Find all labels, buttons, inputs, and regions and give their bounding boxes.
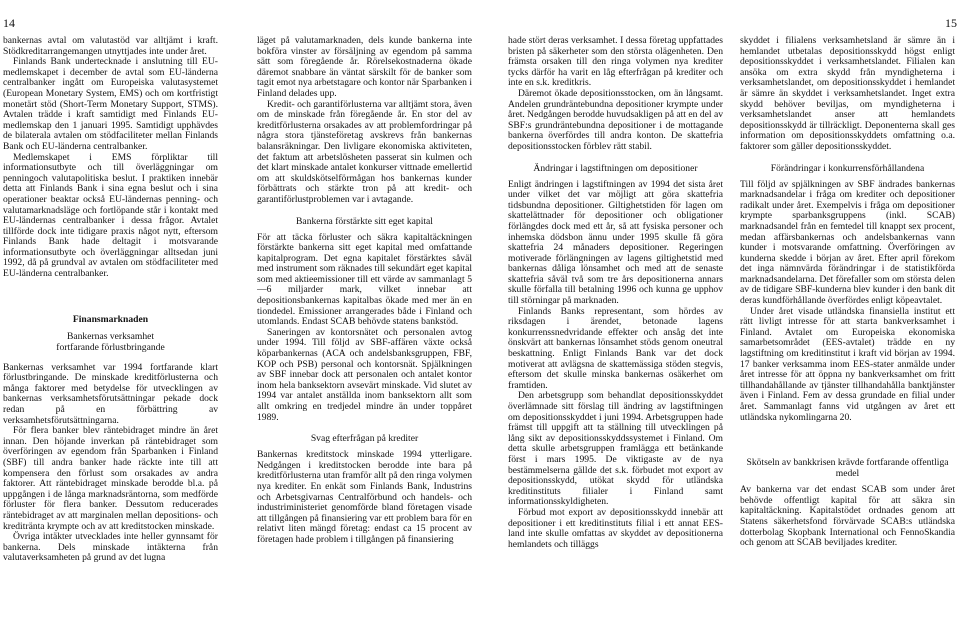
paragraph: Medlemskapet i EMS förpliktar till informationsutbyte och till överläggningar om penningoch valutapolitiska beslut. I praktiken innebär detta att Finlands Bank i sina egna beslut och i sina operationer beaktar också EU-ländernas penning- och valutamarknadsläge och fortlöpande står i kontakt med EU-ländernas centralbanker i dessa frågor. Avtalet tillförde dock inte tidigare praxis något nytt, eftersom Finlands Bank hade deltagit i motsvarande informationsutbyte och överläggningar alltsedan juni 1992, då på grundval av avtalen om stödfaciliteter med EU-länderna centralbanker. <box>3 151 218 280</box>
paragraph: Förbud mot export av depositionsskydd innebär att depositioner i ett kreditinstituts filial i ett annat EES-land inte skulle omfattas av skyddet av depositionerna hemlandets och tilläggs <box>508 506 723 550</box>
paragraph: läget på valutamarknaden, dels kunde bankerna inte bokföra vinster av försäljning av egendom på samma sätt som föregående år. Rörelsekostnaderna ökade däremot snabbare än väntat särskilt för de banker som tagit emot nya arbetstagare och kontor när Sparbanken i Finland delades upp. <box>257 36 472 99</box>
paragraph: För att täcka förluster och säkra kapitaltäckningen förstärkte bankerna sitt eget kapital med omfattande kapitalprogram. Det egna kapitalet förstärktes såväl med instrument som räknades till sekundärt eget kapital som med aktieemissioner till ett värde av sammanlagt 5—6 miljarder mark, vilket innebar att depositionsbankernas kapitalbas ökade med mer än en tiondedel. Emissioner arrangerades både i Finland och utomlands. Endast SCAB behövde statens bankstöd. <box>257 231 472 328</box>
paragraph: För flera banker blev räntebidraget mindre än året innan. Den höjande inverkan på räntebidraget som överföringen av egendom från Sparbanken i Finland (SBF) till andra banker hade räckte inte till att kompensera den förlust som orsakades av andra faktorer. Att räntebidraget minskade berodde bl.a. på uppgången i de långa marknadsräntorna, som medförde förluster för flera banker. Dessutom reducerades räntebidraget av att marginalen mellan depositions- och kreditränta krympte och av att kreditstocken minskade. <box>3 425 218 532</box>
paragraph: Finlands Banks representant, som hördes av riksdagen i ärendet, betonade lagens konkurrenssnedvridande effekter och ansåg det inte önskvärt att bankernas lönsamhet stöds genom oneutral beskattning. Enligt Finlands Bank var det dock motiverat att avlägsna de skattemässiga stöden stegvis, eftersom det skulle minska bankernas osäkerhet om framtiden. <box>508 305 723 391</box>
paragraph: Finlands Bank undertecknade i anslutning till EU-medlemskapet i december de avtal som EU-länderna centralbanker ingått om Europeiska valutasystemet (European Monetary System, EMS) och om kortfristigt monetärt stöd (Short-Term Monetary Support, STMS). Avtalen trädde i kraft samtidigt med Finlands EU-medlemskap den 1 januari 1995. Samtidigt upphävdes de bilaterala avtalen om stödfaciliteter mellan Finlands Bank och EU-länderna centralbanker. <box>3 56 218 152</box>
paragraph: Den arbetsgrupp som behandlat depositionsskyddet överlämnade sitt förslag till ändring av lagstiftningen om depositionsskyddet i juni 1994. Arbetsgruppen hade främst till uppgift att ta ställning till utvecklingen på lång sikt av depositionsskyddssystemet i Finland. Om detta skulle arbetsgruppen framlägga ett betänkande först i mars 1995. De viktigaste av de nya bestämmelserna gällde det s.k. förbudet mot export av depositionsskydd, utökat skydd för utländska kreditinstituts filialer i Finland samt informationsskyldigheten. <box>508 390 723 508</box>
paragraph: Kredit- och garantiförlusterna var alltjämt stora, även om de minskade från föregående år. En stor del av kreditförlusterna orsakades av att problemfordringar på några stora tjänsteföretag avskrevs från bankernas balansräkningar. Den livligare ekonomiska aktiviteten, det faktum att arbetslösheten passerat sin kulmen och det klart minskade antalet konkurser vittnade emellertid om att skuldskötselförmågan hos bankernas kunder förbättrats och stärkte tron på att kredit- och garantiförlustproblemen var i avtagande. <box>257 98 472 205</box>
section-heading: Ändringar i lagstiftningen om depositioner <box>533 162 698 174</box>
paragraph: hade stört deras verksamhet. I dessa företag uppfattades bristen på säkerheter som den största olägenheten. Den främsta orsaken till den ringa volymen nya krediter tycks därför ha varit en låg efterfrågan på krediter och inte en s.k. kreditkris. <box>508 36 723 89</box>
text-column-3 <box>508 36 723 620</box>
paragraph: skyddet i filialens verksamhetsland är sämre än i hemlandet utbetalas depositionsskydd högst enligt depositionsskyddet i verksamhetslandet. Filialen kan ansöka om extra skydd från myndigheterna i verksamhetslandet, om depositionsskyddet i hemlandet är sämre än skyddet i verksamhetslandet. Inget extra skydd behöver beviljas, om myndigheterna i verksamhetslandet anser att hemlandets depositionsskydd är tillräckligt. Deponenterna skall ges information om depositionsskyddets omfattning o.a. faktorer som gäller depositionsskyddet. <box>740 36 955 152</box>
paragraph: Enligt ändringen i lagstiftningen av 1994 det sista året under vilket det var möjligt att göra skattefria tidsbundna depositioner. Giltighetstiden för lagen om skattelättnader för depositioner och obligationer förlängdes dock med ett år, så att fysiska personer och inhemska dödsbon ännu under 1995 skulle få göra skattefria 24 månaders depositioner. Regeringen motiverade förlängningen av lagens giltighetstid med bankernas dåliga lönsamhet och med att de senaste skattefria såväl två som tre års depositionerna annars skulle förfalla till betalning 1996 och kunna ge upphov till störningar på marknaden. <box>508 178 723 307</box>
section-heading: Finansmarknaden <box>72 313 149 325</box>
paragraph: Till följd av spjälkningen av SBF ändrades bankernas marknadsandelar i fråga om krediter och depositioner radikalt under året. Exempelvis i fråga om depositioner krympte sparbanksgruppens (inkl. SCAB) marknadsandel från en femtedel till knappt sex procent, medan affärsbankernas och andelsbankernas vann kunder i motsvarande omfattning. Överföringen av kunderna skedde i början av året. Efter april förekom det inga nämnvärda förändringar i de statistikförda marknadsandelarna. Det förefaller som om största delen av de tidigare SBF-kunderna blev kunder i den bank dit deras kundförhållande överfördes enligt köpeavtalet. <box>740 178 955 307</box>
paragraph: Av bankerna var det endast SCAB som under året behövde offentligt kapital för att säkra sin kapitaltäckning. Kapitalstödet ordnades genom att Statens säkerhetsfond förvärvade SCAB:s utländska dotterbolag Skopbank International och FennoSkandia och genom att SCAB beviljades krediter. <box>740 484 955 549</box>
paragraph: Bankernas verksamhet var 1994 fortfarande klart förlustbringande. De minskade kreditförlusterna och många faktorer med betydelse för utvecklingen av bankernas verksamhetsförutsättningar pekade dock redan på en förbättring av verksamhetsförutsättningarna. <box>3 361 218 426</box>
paragraph: bankernas avtal om valutastöd var alltjämt i kraft. Stödkreditarrangemangen utnyttjades inte under året. <box>3 36 218 57</box>
subsection-heading-line: Bankernas verksamhet <box>66 330 155 342</box>
paragraph: Däremot ökade depositionsstocken, om än långsamt. Andelen grundräntebundna depositioner krympte under året. Nedgången berodde huvudsakligen på att en del av SBF:s grundräntebundna depositioner i de mottagande bankerna överfördes till andra konton. De skattefria depositionsstocken förblev rätt stabil. <box>508 87 723 152</box>
paragraph: Övriga intäkter utvecklades inte heller gynnsamt för bankerna. Dels minskade intäkterna från valutaverksamheten på grund av det lugna <box>3 531 218 564</box>
two-page-spread <box>3 36 957 620</box>
page-number-right: 15 <box>945 16 957 30</box>
subsection-heading <box>3 331 218 353</box>
section-heading: Svag efterfrågan på krediter <box>310 433 419 445</box>
paragraph: Under året visade utländska finansiella institut ett rätt livligt intresse för att starta bankverksamhet i Finland. Avtalet om Europeiska ekonomiska samarbetsområdet (EES-avtalet) trädde en ny lagstiftning om kreditinstitut i kraft vid början av 1994. 17 banker verksamma inom EES-stater anmälde under året intresse för att öppna ny bankverksamhet om fritt tillhandahållande av tjänster tillhandahålla banktjänster även i Finland. Fem av dessa grundade en filial under året. Sammanlagt fanns vid utgången av året ett utländska nykomlingarna 20. <box>740 305 955 423</box>
subsection-heading-line: fortfarande förlustbringande <box>56 341 165 353</box>
section-heading: Förändringar i konkurrensförhållandena <box>770 162 925 174</box>
page-number-left: 14 <box>3 16 15 30</box>
section-heading: Skötseln av bankkrisen krävde fortfarande offentliga medel <box>746 457 949 480</box>
text-column-2 <box>257 36 472 620</box>
text-column-4 <box>740 36 955 620</box>
section-heading: Bankerna förstärkte sitt eget kapital <box>296 215 433 227</box>
paragraph: Saneringen av kontorsnätet och personalen avtog under 1994. Till följd av SBF-affären växte också köparbankernas (ACA och andelsbanksgruppen, FBF, KOP och PSB) personal och kontorsnät. Spjälkningen av SBF innebar dock att personalen och antalet kontor inom hela banksektorn avsevärt minskade. Vid slutet av 1994 var antalet anställda inom banksektorn allt som allt omkring en tredjedel mindre än under toppåret 1989. <box>257 326 472 423</box>
text-column-1 <box>3 36 218 620</box>
paragraph: Bankernas kreditstock minskade 1994 ytterligare. Nedgången i kreditstocken berodde inte bara på kreditförlusterna utan framför allt på den ringa volymen nya krediter. En enkät som Finlands Bank, Industrins och Arbetsgivarnas Centralförbund och handels- och industriministeriet genomförde bland företagen visade att tillgången på finansiering var ett problem bara för en relativt liten mängd företag: endast ca 15 procent av företagen hade problem i tillgången på finansiering <box>257 449 472 545</box>
